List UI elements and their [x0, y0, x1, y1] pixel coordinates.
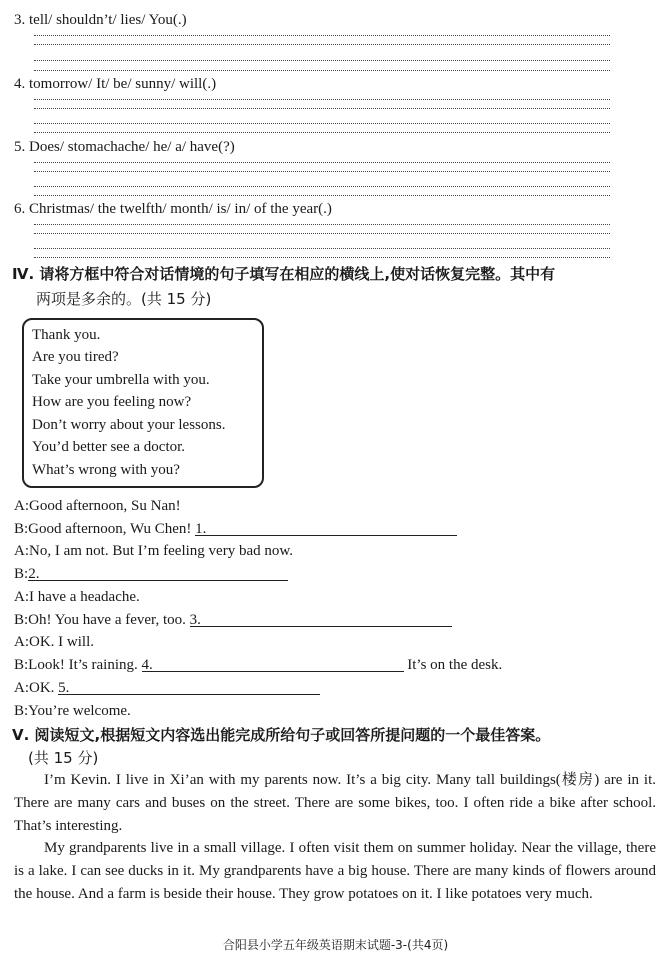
dialogue-line [14, 634, 94, 651]
dialogue-text: A:OK. I will. [14, 634, 94, 650]
dialogue-text: A:Good afternoon, Su Nan! [14, 498, 181, 514]
answer-line [34, 44, 610, 45]
answer-line [34, 186, 610, 187]
dialogue-line [14, 680, 320, 697]
question-text: 5. Does/ stomachache/ he/ a/ have(?) [14, 139, 235, 155]
page-footer: 合阳县小学五年级英语期末试题-3-(共4页) [222, 938, 449, 952]
answer-line [34, 171, 610, 172]
option-item: How are you feeling now? [32, 394, 192, 410]
dialogue-line [14, 543, 293, 560]
dialogue-line [14, 703, 131, 720]
answer-blank-5[interactable]: 5. [58, 680, 320, 695]
answer-blank-2[interactable]: 2. [28, 566, 288, 581]
dialogue-text: It’s on the desk. [403, 657, 503, 673]
answer-line [34, 162, 610, 163]
dialogue-line [14, 566, 288, 583]
passage-paragraph-1: I’m Kevin. I live in Xi’an with my parents now. It’s a big city. Many tall buildings(楼房) are in it. There are many cars and buses on the street. There are some bikes, too. I often ride a bike after school. That’s interesting. [14, 772, 656, 834]
dialogue-text: B: [14, 566, 29, 582]
dialogue-text: A:OK. [14, 680, 59, 696]
option-item: Thank you. [32, 327, 101, 343]
dialogue-line [14, 521, 457, 538]
answer-line [34, 35, 610, 36]
dialogue-text: B:You’re welcome. [14, 703, 131, 719]
dialogue-text: A:I have a headache. [14, 589, 140, 605]
dialogue-line [14, 657, 502, 674]
option-item: What’s wrong with you? [32, 462, 180, 478]
option-item: You’d better see a doctor. [32, 439, 186, 455]
answer-line [34, 123, 610, 124]
dialogue-text: B:Oh! You have a fever, too. [14, 612, 190, 628]
dialogue-text: A:No, I am not. But I’m feeling very bad now. [14, 543, 293, 559]
dialogue-line [14, 589, 140, 606]
answer-blank-3[interactable]: 3. [190, 612, 452, 627]
answer-line [34, 257, 610, 258]
answer-blank-4[interactable]: 4. [142, 657, 404, 672]
dialogue-line [14, 612, 452, 629]
passage-paragraph-2: My grandparents live in a small village. I often visit them on summer holiday. Near the village, there is a lake. I can see ducks in it. My grandparents have a big house. There are many kinds of flowers around the house. And a farm is beside their house. They grow potatoes on it. I like potatoes very much. [14, 840, 656, 902]
section-5-heading-cont: (共 15 分) [28, 749, 99, 767]
section-4-heading: Ⅳ. 请将方框中符合对话情境的句子填写在相应的横线上,使对话恢复完整。其中有 [12, 265, 556, 283]
option-item: Are you tired? [32, 349, 119, 365]
answer-line [34, 99, 610, 100]
answer-line [34, 248, 610, 249]
question-text: 3. tell/ shouldn’t/ lies/ You(.) [14, 12, 187, 28]
answer-line [34, 60, 610, 61]
question-text: 6. Christmas/ the twelfth/ month/ is/ in/ of the year(.) [14, 201, 332, 217]
dialogue-line [14, 498, 181, 515]
answer-line [34, 70, 610, 71]
answer-blank-1[interactable]: 1. [195, 521, 457, 536]
section-5-heading: Ⅴ. 阅读短文,根据短文内容选出能完成所给句子或回答所提问题的一个最佳答案。 [12, 726, 551, 744]
answer-line [34, 224, 610, 225]
option-box [22, 318, 264, 488]
question-text: 4. tomorrow/ It/ be/ sunny/ will(.) [14, 76, 217, 92]
answer-line [34, 132, 610, 133]
option-item: Don’t worry about your lessons. [32, 417, 226, 433]
answer-line [34, 108, 610, 109]
answer-line [34, 233, 610, 234]
section-4-heading-cont: 两项是多余的。(共 15 分) [36, 290, 212, 308]
dialogue-text: B:Look! It’s raining. [14, 657, 142, 673]
option-item: Take your umbrella with you. [32, 372, 210, 388]
dialogue-text: B:Good afternoon, Wu Chen! [14, 521, 196, 537]
reading-passage [14, 769, 656, 906]
answer-line [34, 195, 610, 196]
